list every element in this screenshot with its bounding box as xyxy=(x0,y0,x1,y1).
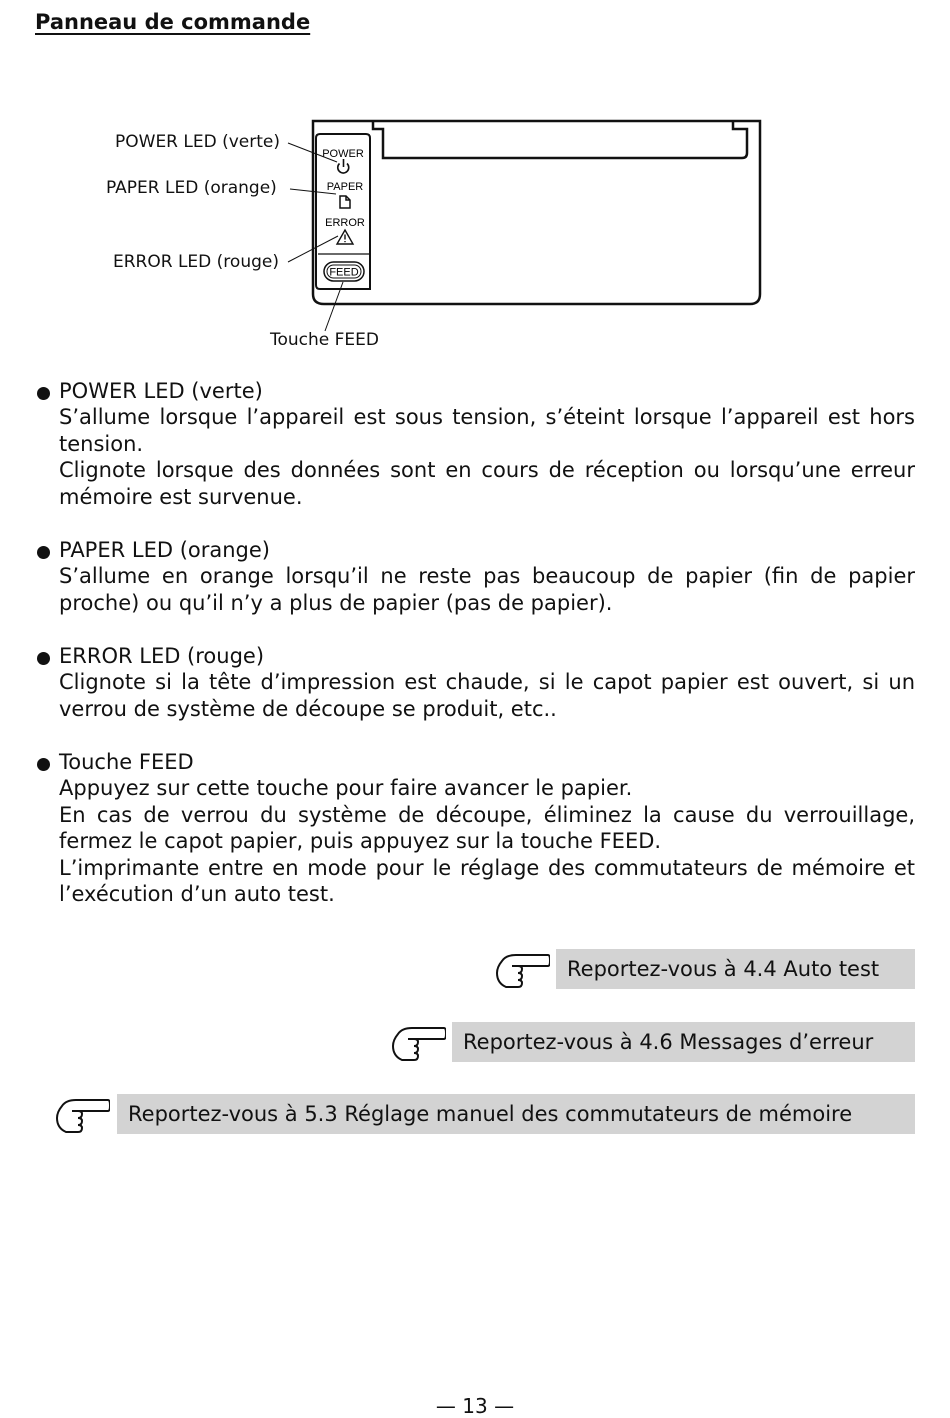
item-text: L’imprimante entre en mode pour le réglage des commutateurs de mémoire et l’exécution d’un auto test. xyxy=(59,855,915,906)
pointing-hand-icon xyxy=(54,1094,110,1134)
item-text: Appuyez sur cette touche pour faire avancer le papier. xyxy=(59,776,633,800)
reference-memory-switches[interactable] xyxy=(0,1094,950,1134)
reference-error-messages[interactable] xyxy=(0,1022,950,1062)
list-item xyxy=(35,537,915,616)
reference-auto-test[interactable] xyxy=(0,949,950,989)
bullet-icon xyxy=(37,652,50,665)
paper-icon xyxy=(340,196,350,208)
list-item xyxy=(35,749,915,908)
callout-power-led: POWER LED (verte) xyxy=(115,132,281,152)
pointing-hand-icon xyxy=(494,949,550,989)
item-text: Clignote lorsque des données sont en cours de réception ou lorsqu’une erreur mémoire est survenue. xyxy=(59,458,915,509)
bullet-icon xyxy=(37,546,50,559)
list-item xyxy=(35,378,915,510)
item-heading: Touche FEED xyxy=(59,750,194,774)
printer-body xyxy=(313,121,760,304)
callout-error-led: ERROR LED (rouge) xyxy=(113,252,279,272)
item-text: En cas de verrou du système de découpe, éliminez la cause du verrouillage, fermez le capot papier, puis appuyez sur la touche FEED. xyxy=(59,802,915,853)
power-icon xyxy=(338,159,349,173)
page-number: — 13 — xyxy=(435,1394,515,1418)
reference-text: Reportez-vous à 5.3 Réglage manuel des commutateurs de mémoire xyxy=(117,1094,915,1134)
item-text: S’allume lorsque l’appareil est sous tension, s’éteint lorsque l’appareil est hors tension. xyxy=(59,405,915,456)
item-text: Clignote si la tête d’impression est chaude, si le capot papier est ouvert, si un verrou de système de découpe se produit, etc.. xyxy=(59,670,915,721)
warning-icon xyxy=(337,230,353,244)
bullet-icon xyxy=(37,387,50,400)
bullet-icon xyxy=(37,758,50,771)
panel-label-feed: FEED xyxy=(329,266,359,279)
reference-text: Reportez-vous à 4.6 Messages d’erreur xyxy=(452,1022,915,1062)
description-list xyxy=(35,378,915,935)
item-heading: ERROR LED (rouge) xyxy=(59,644,265,668)
section-title: Panneau de commande xyxy=(35,10,311,34)
paper-cover xyxy=(373,121,747,158)
list-item xyxy=(35,643,915,722)
panel-label-power: POWER xyxy=(322,148,364,160)
panel-label-error: ERROR xyxy=(325,217,365,229)
item-text: S’allume en orange lorsqu’il ne reste pas beaucoup de papier (fin de papier proche) ou qu’il n’y a plus de papier (pas de papier). xyxy=(59,564,915,615)
item-heading: PAPER LED (orange) xyxy=(59,538,270,562)
callout-paper-led: PAPER LED (orange) xyxy=(106,178,277,198)
item-heading: POWER LED (verte) xyxy=(59,379,263,403)
reference-text: Reportez-vous à 4.4 Auto test xyxy=(556,949,915,989)
panel-label-paper: PAPER xyxy=(326,181,364,193)
pointing-hand-icon xyxy=(390,1022,446,1062)
callout-feed-key: Touche FEED xyxy=(270,330,380,350)
